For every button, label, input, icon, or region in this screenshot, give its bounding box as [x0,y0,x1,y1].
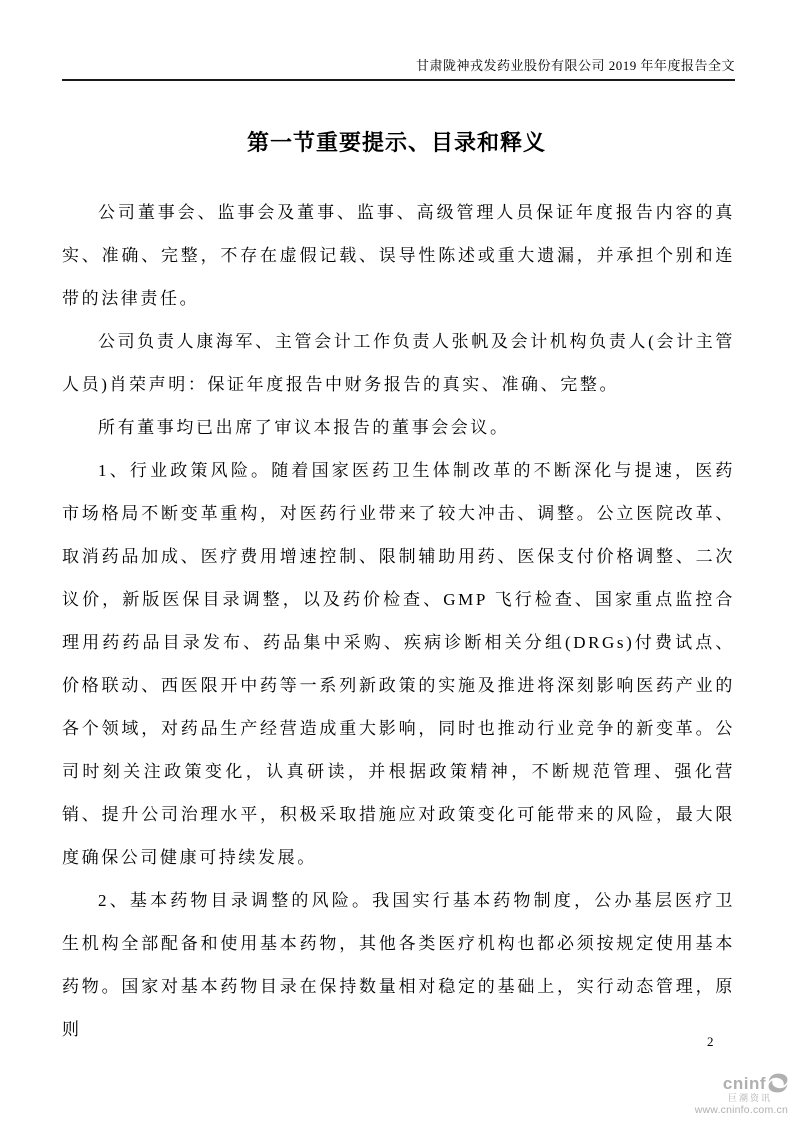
cninfo-swirl-icon [768,1073,788,1093]
paragraph-risk-essential-drug-list: 2、基本药物目录调整的风险。我国实行基本药物制度，公办基层医疗卫生机构全部配备和使用基本药物，其他各类医疗机构也都必须按规定使用基本药物。国家对基本药物目录在保持数量相对稳定的基础上，实行动态管理，原则 [62,891,735,1039]
report-header: 甘肃陇神戎发药业股份有限公司 2019 年年度报告全文 [62,55,735,81]
cninfo-subtitle: 巨潮资讯 [727,1093,772,1103]
cninfo-logo [688,1073,788,1116]
section-title: 第一节重要提示、目录和释义 [246,130,546,155]
cninfo-brand-text: cninf [722,1073,766,1093]
document-body [62,191,735,1051]
page-number: 2 [707,1034,714,1049]
cninfo-url: www.cninfo.com.cn [694,1104,788,1116]
paragraph-risk-industry-policy: 1、行业政策风险。随着国家医药卫生体制改革的不断深化与提速，医药市场格局不断变革重构，对医药行业带来了较大冲击、调整。公立医院改革、取消药品加成、医疗费用增速控制、限制辅助用药、医保支付价格调整、二次议价，新版医保目录调整，以及药价检查、GMP 飞行检查、国家重点监控合理用药药品目录发布、药品集中采购、疾病诊断相关分组(DRGs)付费试点、价格联动、西医限开中药等一系列新政策的实施及推进将深刻影响医药产业的各个领域，对药品生产经营造成重大影响，同时也推动行业竞争的新变革。公司时刻关注政策变化，认真研读，并根据政策精神，不断规范管理、强化营销、提升公司治理水平，积极采取措施应对政策变化可能带来的风险，最大限度确保公司健康可持续发展。 [62,461,735,867]
paragraph-board-statement: 公司董事会、监事会及董事、监事、高级管理人员保证年度报告内容的真实、准确、完整，不存在虚假记载、误导性陈述或重大遗漏，并承担个别和连带的法律责任。 [62,203,735,308]
paragraph-directors-attendance: 所有董事均已出席了审议本报告的董事会会议。 [98,418,510,437]
paragraph-responsible-persons: 公司负责人康海军、主管会计工作负责人张帆及会计机构负责人(会计主管人员)肖荣声明：保证年度报告中财务报告的真实、准确、完整。 [62,332,735,394]
